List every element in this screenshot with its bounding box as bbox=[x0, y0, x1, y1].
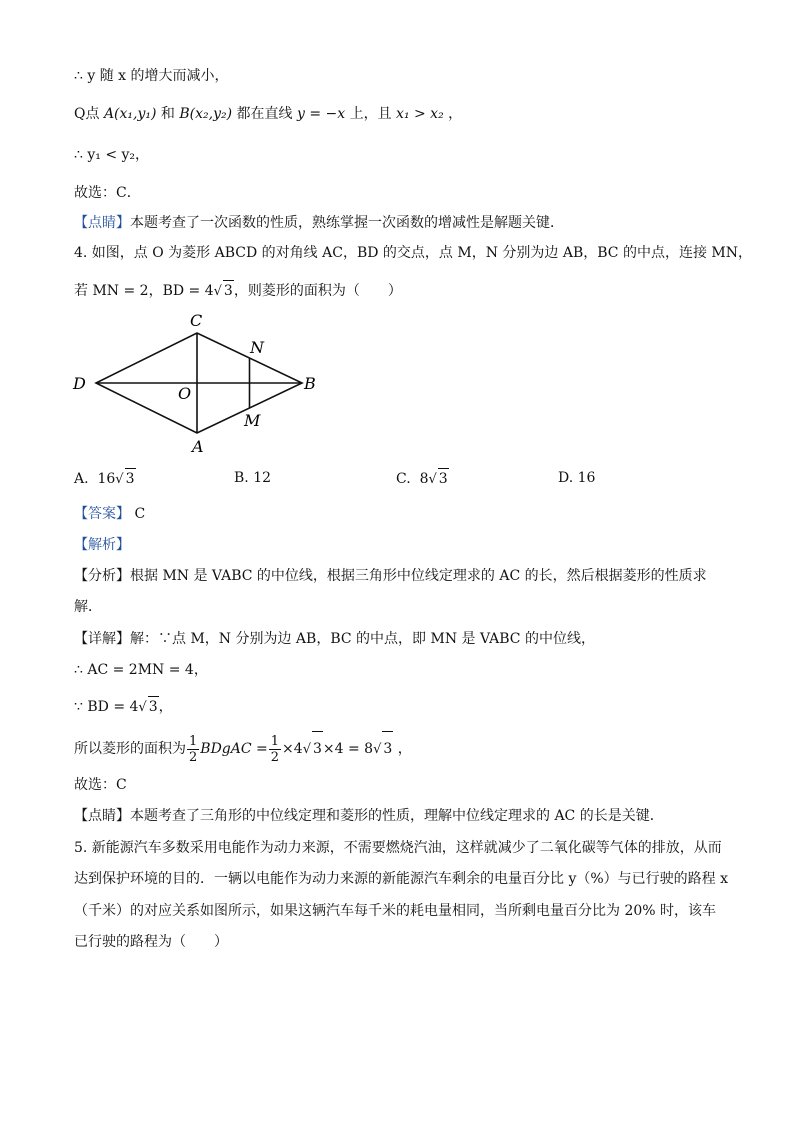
step-2 bbox=[74, 696, 173, 718]
step-3-c: ×4 bbox=[282, 741, 303, 757]
choice-c-value: 8 bbox=[419, 471, 429, 487]
sqrt-sign: √ bbox=[302, 742, 311, 757]
analysis-tag: 【解析】 bbox=[74, 537, 130, 553]
frac-2-den: 2 bbox=[270, 749, 280, 765]
fenxi-tag: 【分析】 bbox=[74, 568, 130, 584]
choice-d bbox=[558, 468, 595, 488]
step-3-radicand-1: 3 bbox=[312, 731, 323, 766]
choice-b-letter: B. bbox=[234, 470, 249, 486]
choice-a-value: 16 bbox=[97, 471, 116, 487]
prev-dianjing bbox=[74, 213, 564, 233]
prev-line-2-mid: 和 bbox=[160, 106, 175, 122]
sqrt-sign: √ bbox=[138, 700, 147, 715]
analysis-heading bbox=[74, 535, 130, 555]
sqrt-sign: √ bbox=[213, 284, 222, 299]
xiangjie-text: 解：∵点 M，N 分别为边 AB，BC 的中点，即 MN 是 VABC 的中位线， bbox=[130, 631, 595, 647]
answer-value: C bbox=[134, 506, 146, 522]
prev-line-2-end: ， bbox=[448, 106, 463, 122]
step-2-b: ， bbox=[158, 699, 173, 715]
q4-dianjing-text: 本题考查了三角形的中位线定理和菱形的性质，理解中位线定理求的 AC 的长是关键． bbox=[130, 808, 664, 824]
q5-line-4: 已行驶的路程为（ ） bbox=[74, 934, 228, 950]
q4-stem-line-2 bbox=[74, 280, 402, 302]
answer-line bbox=[74, 504, 145, 524]
prev-line-2-pre: Q点 bbox=[74, 106, 100, 122]
frac-1-num: 1 bbox=[189, 733, 198, 749]
label-a: A bbox=[192, 437, 204, 456]
dianjing-tag: 【点睛】 bbox=[74, 215, 130, 231]
q5-line-2: 达到保护环境的目的．一辆以电能作为动力来源的新能源汽车剩余的电量百分比 y（%）与已行驶的路程 x bbox=[74, 871, 729, 887]
label-n: N bbox=[250, 338, 264, 357]
prev-line-2-post2: 上，且 bbox=[349, 106, 392, 122]
step-1: ∴ AC = 2MN = 4， bbox=[74, 662, 208, 678]
step-2-radicand: 3 bbox=[148, 696, 159, 717]
prev-line-2-post: 都在直线 bbox=[236, 106, 293, 122]
choice-a bbox=[74, 468, 136, 490]
frac-1-den: 2 bbox=[189, 749, 198, 765]
xiangjie-line bbox=[74, 629, 595, 649]
step-3-d: ×4 = 8 bbox=[322, 741, 374, 757]
step-3-e: ， bbox=[397, 741, 412, 757]
choice-d-value: 16 bbox=[577, 470, 596, 486]
fenxi-text: 根据 MN 是 VABC 的中位线，根据三角形中位线定理求的 AC 的长，然后根据菱形的性质求 bbox=[130, 568, 707, 584]
choice-b bbox=[234, 468, 271, 488]
q5-line-3: （千米）的对应关系如图所示，如果这辆汽车每千米的耗电量相同，当所剩电量百分比为 20% 时，该车 bbox=[74, 903, 717, 919]
label-b: B bbox=[304, 374, 316, 393]
step-3-radicand-2: 3 bbox=[382, 731, 393, 766]
label-m: M bbox=[244, 411, 261, 430]
rhombus-figure bbox=[70, 310, 330, 460]
sqrt-sign: √ bbox=[115, 472, 124, 487]
q5-line-1: 5. 新能源汽车多数采用电能作为动力来源，不需要燃烧汽油，这样就减少了二氧化碳等气体的排放，从而 bbox=[74, 840, 722, 856]
point-b-expr: B(x₂,y₂) bbox=[179, 106, 233, 122]
prev-line-3: ∴ y₁ < y₂， bbox=[74, 147, 150, 163]
choice-d-letter: D. bbox=[558, 470, 574, 486]
step-3-a: 所以菱形的面积为 bbox=[74, 741, 186, 757]
sqrt-sign: √ bbox=[373, 742, 382, 757]
q4-stem-line-1: 4. 如图，点 O 为菱形 ABCD 的对角线 AC，BD 的交点，点 M，N 分别为边 AB，BC 的中点，连接 MN， bbox=[74, 245, 752, 261]
fenxi-line-1 bbox=[74, 566, 707, 586]
choice-c bbox=[396, 468, 449, 490]
xiangjie-tag: 【详解】 bbox=[74, 631, 130, 647]
q4-stem-line-2-a: 若 MN = 2，BD = 4 bbox=[74, 283, 214, 299]
q4-dianjing bbox=[74, 806, 664, 826]
step-3-b: BDgAC = bbox=[200, 741, 268, 757]
q4-dianjing-tag: 【点睛】 bbox=[74, 808, 130, 824]
choice-c-letter: C. bbox=[396, 471, 411, 487]
sqrt-sign: √ bbox=[428, 472, 437, 487]
label-c: C bbox=[190, 311, 203, 330]
prev-line-4: 故选：C． bbox=[74, 185, 141, 201]
step-2-a: ∵ BD = 4 bbox=[74, 699, 139, 715]
choice-c-radicand: 3 bbox=[438, 468, 449, 489]
point-a-expr: A(x₁,y₁) bbox=[103, 106, 157, 122]
answer-tag: 【答案】 bbox=[74, 506, 130, 522]
dianjing-text: 本题考查了一次函数的性质，熟练掌握一次函数的增减性是解题关键． bbox=[130, 215, 564, 231]
step-3 bbox=[74, 731, 412, 767]
fenxi-line-2: 解． bbox=[74, 599, 102, 615]
label-d: D bbox=[73, 374, 86, 393]
fraction-half-2 bbox=[269, 734, 281, 765]
frac-2-num: 1 bbox=[270, 733, 280, 749]
q4-stem-radicand: 3 bbox=[223, 280, 234, 301]
choice-a-radicand: 3 bbox=[125, 468, 136, 489]
q4-stem-line-2-b: ，则菱形的面积为（ ） bbox=[233, 283, 402, 299]
line-equation: y = −x bbox=[296, 106, 346, 122]
fraction-half-1 bbox=[187, 734, 199, 765]
prev-line-2 bbox=[74, 104, 462, 124]
choice-b-value: 12 bbox=[253, 470, 272, 486]
step-4: 故选：C bbox=[74, 777, 127, 793]
prev-line-1: ∴ y 随 x 的增大而减小， bbox=[74, 68, 229, 84]
choice-a-letter: A. bbox=[74, 471, 89, 487]
x-compare: x₁ > x₂ bbox=[396, 106, 444, 122]
label-o: O bbox=[178, 384, 192, 403]
